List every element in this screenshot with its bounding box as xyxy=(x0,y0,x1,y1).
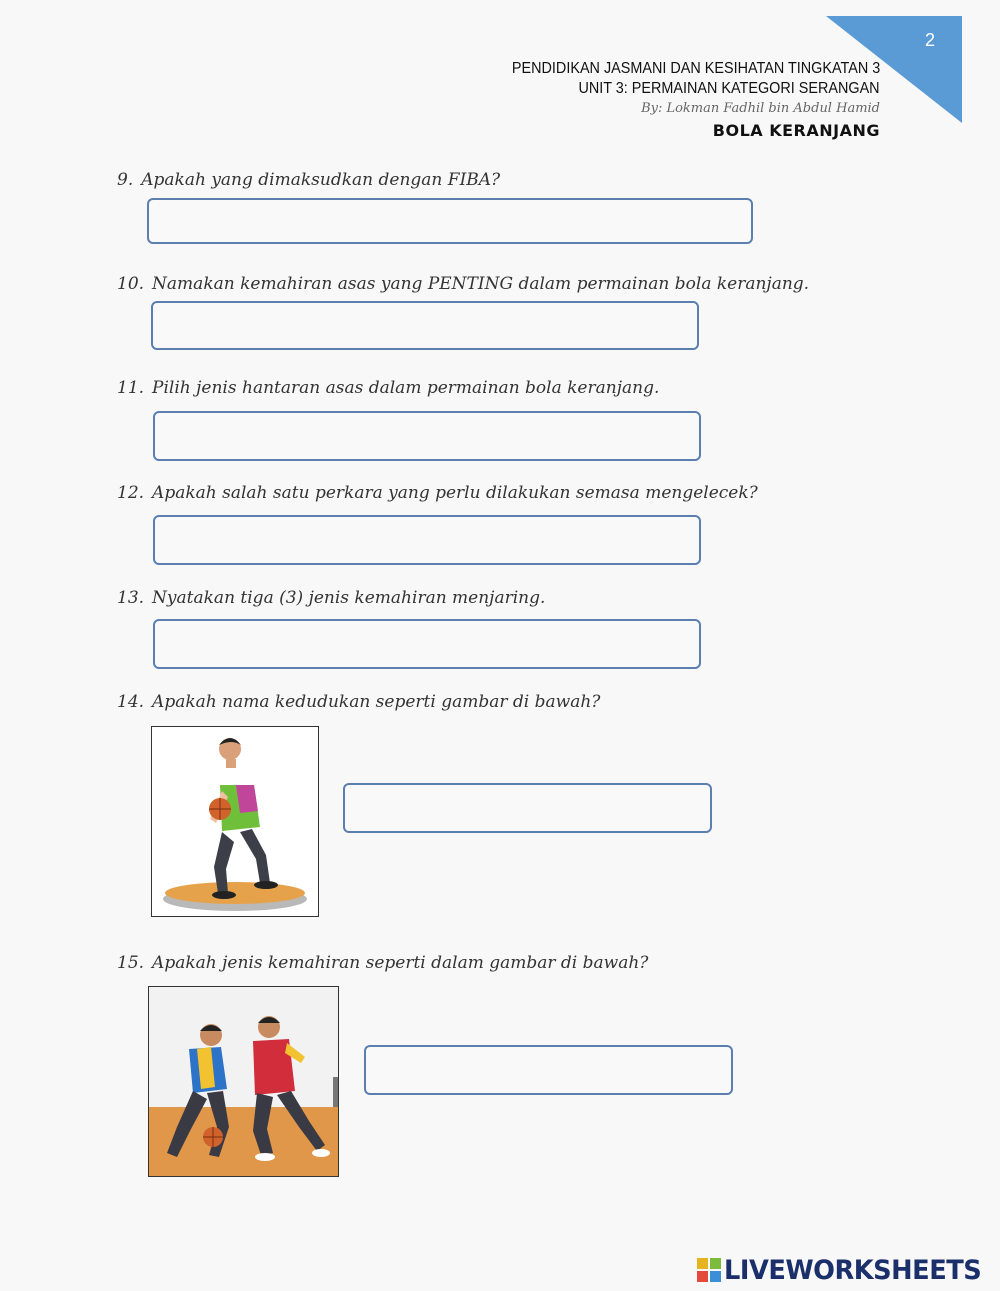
topic-title: BOLA KERANJANG xyxy=(712,121,880,140)
question-number: 11. xyxy=(117,378,145,398)
logo-text: LIVEWORKSHEETS xyxy=(724,1254,982,1286)
answer-box-15[interactable] xyxy=(364,1045,733,1095)
basketball-stance-image xyxy=(151,726,319,917)
unit-title: UNIT 3: PERMAINAN KATEGORI SERANGAN xyxy=(578,80,880,97)
basketball-dribble-image xyxy=(148,986,339,1177)
question-number: 10. xyxy=(117,274,145,294)
page-number: 2 xyxy=(924,30,935,50)
answer-box-12[interactable] xyxy=(153,515,701,565)
question-14 xyxy=(117,692,600,712)
liveworksheets-logo xyxy=(697,1255,995,1285)
question-15 xyxy=(117,953,648,973)
question-text: Nyatakan tiga (3) jenis kemahiran menjaring. xyxy=(152,588,546,608)
question-13 xyxy=(117,588,545,608)
question-10 xyxy=(117,274,809,294)
question-9 xyxy=(117,170,500,190)
question-text: Namakan kemahiran asas yang PENTING dalam permainan bola keranjang. xyxy=(152,274,810,294)
answer-box-13[interactable] xyxy=(153,619,701,669)
question-12 xyxy=(117,483,758,503)
question-number: 13. xyxy=(117,588,145,608)
question-text: Apakah nama kedudukan seperti gambar di bawah? xyxy=(152,692,601,712)
question-number: 9. xyxy=(117,170,134,190)
question-text: Apakah jenis kemahiran seperti dalam gambar di bawah? xyxy=(152,953,649,973)
question-number: 15. xyxy=(117,953,145,973)
question-text: Pilih jenis hantaran asas dalam permainan bola keranjang. xyxy=(152,378,660,398)
question-number: 12. xyxy=(117,483,145,503)
question-11 xyxy=(117,378,659,398)
answer-box-11[interactable] xyxy=(153,411,701,461)
question-text: Apakah yang dimaksudkan dengan FIBA? xyxy=(141,170,501,190)
answer-box-9[interactable] xyxy=(147,198,753,244)
live-blocks-icon xyxy=(697,1258,721,1282)
question-text: Apakah salah satu perkara yang perlu dilakukan semasa mengelecek? xyxy=(152,483,758,503)
author-line: By: Lokman Fadhil bin Abdul Hamid xyxy=(641,101,880,116)
subject-title: PENDIDIKAN JASMANI DAN KESIHATAN TINGKATAN 3 xyxy=(511,60,880,77)
answer-box-14[interactable] xyxy=(343,783,712,833)
question-number: 14. xyxy=(117,692,145,712)
answer-box-10[interactable] xyxy=(151,301,699,350)
